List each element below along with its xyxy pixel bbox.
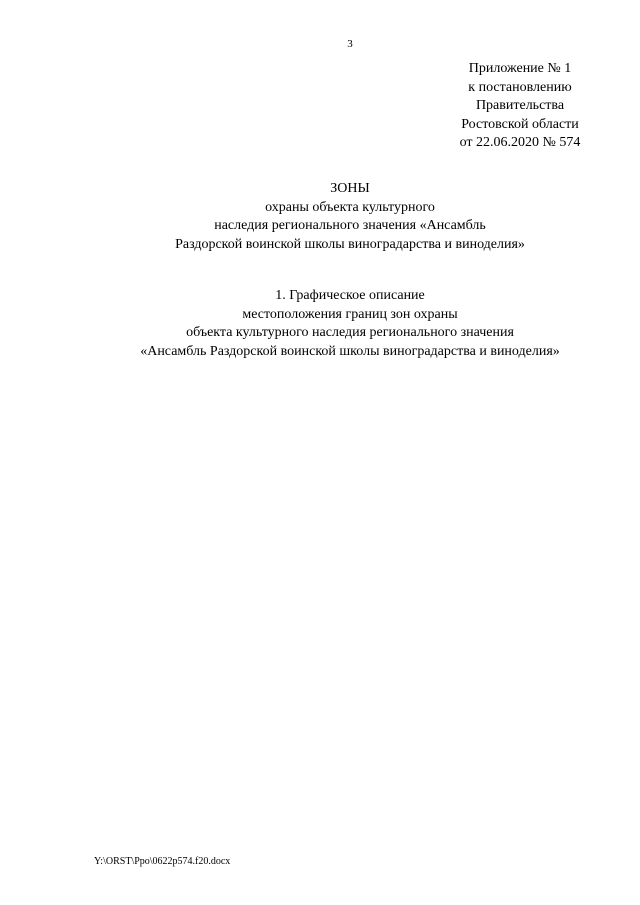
appendix-line: к постановлению (468, 79, 572, 95)
section-line: местоположения границ зон охраны (242, 306, 458, 322)
appendix-line: Правительства (475, 98, 565, 113)
title-line: охраны объекта культурного (265, 199, 435, 215)
title-heading: ЗОНЫ (330, 181, 370, 196)
footer-file-path: Y:\ORST\Ppo\0622p574.f20.docx (94, 856, 231, 867)
section-line: 1. Графическое описание (275, 288, 425, 303)
appendix-line: Приложение № 1 (468, 61, 572, 76)
appendix-date-line: от 22.06.2020 № 574 (459, 135, 581, 150)
section-heading (0, 287, 640, 361)
section-line: объекта культурного наследия регионального значения (186, 325, 514, 340)
section-line: «Ансамбль Раздорской воинской школы виноградарства и виноделия» (140, 343, 560, 359)
title-line: Раздорской воинской школы виноградарства и виноделия» (175, 236, 525, 252)
appendix-line: Ростовской области (461, 116, 579, 132)
appendix-header (430, 60, 610, 153)
document-title (0, 180, 640, 254)
title-line: наследия регионального значения «Ансамбль (214, 218, 486, 233)
page-number: 3 (347, 38, 353, 50)
